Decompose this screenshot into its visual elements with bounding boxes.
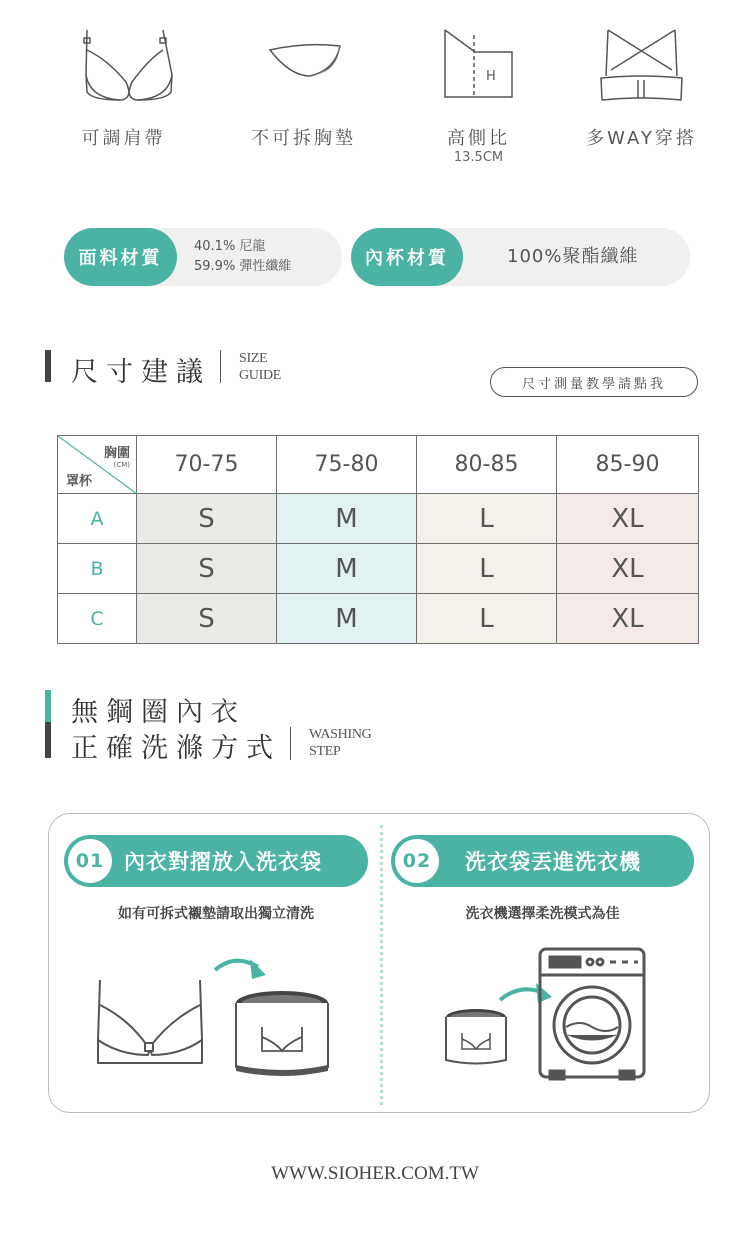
cup-row-header: C bbox=[58, 594, 137, 644]
laundry-bag-icon bbox=[446, 1009, 506, 1064]
cup-material-value: 100%聚酯纖維 bbox=[507, 246, 639, 267]
feature-sub: 13.5CM bbox=[453, 150, 504, 165]
washing-machine-icon bbox=[540, 949, 644, 1079]
panel-divider bbox=[380, 825, 383, 1105]
step-note: 洗衣機選擇柔洗模式為佳 bbox=[465, 906, 620, 922]
fabric-material-pill bbox=[64, 228, 342, 286]
size-cell: S bbox=[137, 544, 277, 594]
bra-adjustable-strap-icon bbox=[30, 0, 217, 110]
eng-line: GUIDE bbox=[239, 368, 282, 383]
fixed-pad-icon bbox=[210, 0, 397, 110]
column-header: 85-90 bbox=[557, 436, 699, 494]
website-url[interactable]: WWW.SIOHER.COM.TW bbox=[271, 1163, 479, 1184]
corner-unit-label: (CM) bbox=[113, 461, 130, 469]
table-header-row bbox=[58, 436, 699, 494]
size-cell: L bbox=[417, 544, 557, 594]
section-bar bbox=[45, 722, 51, 758]
svg-text:H: H bbox=[486, 69, 496, 84]
size-cell: L bbox=[417, 494, 557, 544]
feature-label: 多WAY穿搭 bbox=[586, 128, 697, 149]
size-cell: XL bbox=[557, 594, 699, 644]
fabric-material-value bbox=[194, 228, 291, 286]
corner-cup-label: 罩杯 bbox=[66, 474, 93, 489]
heading-divider bbox=[290, 727, 291, 760]
wash-section-eng-title bbox=[309, 726, 371, 760]
eng-line: SIZE bbox=[239, 351, 268, 366]
step-number: 02 bbox=[395, 839, 439, 883]
size-section-title: 尺寸建議 bbox=[71, 357, 211, 388]
cup-row-header: B bbox=[58, 544, 137, 594]
size-cell: S bbox=[137, 494, 277, 544]
size-cell: M bbox=[277, 544, 417, 594]
table-corner-cell bbox=[58, 436, 137, 494]
heading-divider bbox=[220, 350, 221, 383]
eng-line: WASHING bbox=[309, 727, 372, 742]
cup-material-tag: 內杯材質 bbox=[351, 228, 463, 286]
multiway-bra-icon bbox=[548, 0, 735, 110]
size-table bbox=[57, 435, 699, 644]
section-bar-accent bbox=[45, 690, 51, 722]
size-cell: M bbox=[277, 494, 417, 544]
wash-section-title-line2: 正確洗滌方式 bbox=[71, 733, 281, 764]
size-section-eng-title bbox=[239, 350, 281, 384]
size-cell: XL bbox=[557, 544, 699, 594]
step-note: 如有可拆式襯墊請取出獨立清洗 bbox=[118, 906, 314, 922]
size-cell: S bbox=[137, 594, 277, 644]
curved-arrow-icon bbox=[215, 959, 266, 979]
section-bar bbox=[45, 350, 51, 382]
table-row bbox=[58, 494, 699, 544]
fabric-composition-line: 59.9% 彈性纖維 bbox=[194, 259, 292, 274]
cup-row-header: A bbox=[58, 494, 137, 544]
size-cell: XL bbox=[557, 494, 699, 544]
fabric-composition-line: 40.1% 尼龍 bbox=[194, 239, 266, 254]
column-header: 80-85 bbox=[417, 436, 557, 494]
size-guide-button[interactable]: 尺寸測量教學請點我 bbox=[490, 367, 698, 397]
column-header: 75-80 bbox=[277, 436, 417, 494]
bra-icon bbox=[98, 980, 202, 1063]
side-height-icon bbox=[385, 0, 572, 110]
fabric-material-tag: 面料材質 bbox=[64, 228, 177, 286]
wash-section-title-line1: 無鋼圈內衣 bbox=[71, 697, 246, 728]
step-label: 洗衣袋丟進洗衣機 bbox=[465, 850, 641, 874]
column-header: 70-75 bbox=[137, 436, 277, 494]
laundry-bag-icon bbox=[236, 991, 328, 1076]
size-cell: M bbox=[277, 594, 417, 644]
cup-material-pill bbox=[351, 228, 690, 286]
bra-into-bag-illustration bbox=[90, 945, 340, 1085]
curved-arrow-icon bbox=[500, 983, 552, 1003]
step-2-banner bbox=[391, 835, 694, 887]
bag-into-washer-illustration bbox=[440, 945, 660, 1085]
step-1-banner bbox=[64, 835, 368, 887]
table-row bbox=[58, 544, 699, 594]
feature-label: 不可拆胸墊 bbox=[251, 128, 356, 149]
eng-line: STEP bbox=[309, 744, 341, 759]
feature-label: 可調肩帶 bbox=[81, 128, 166, 149]
step-label: 內衣對摺放入洗衣袋 bbox=[124, 850, 322, 874]
size-cell: L bbox=[417, 594, 557, 644]
feature-label: 高側比 bbox=[447, 128, 510, 149]
corner-bust-label: 胸圍 bbox=[103, 446, 130, 461]
step-number: 01 bbox=[68, 839, 112, 883]
table-row bbox=[58, 594, 699, 644]
